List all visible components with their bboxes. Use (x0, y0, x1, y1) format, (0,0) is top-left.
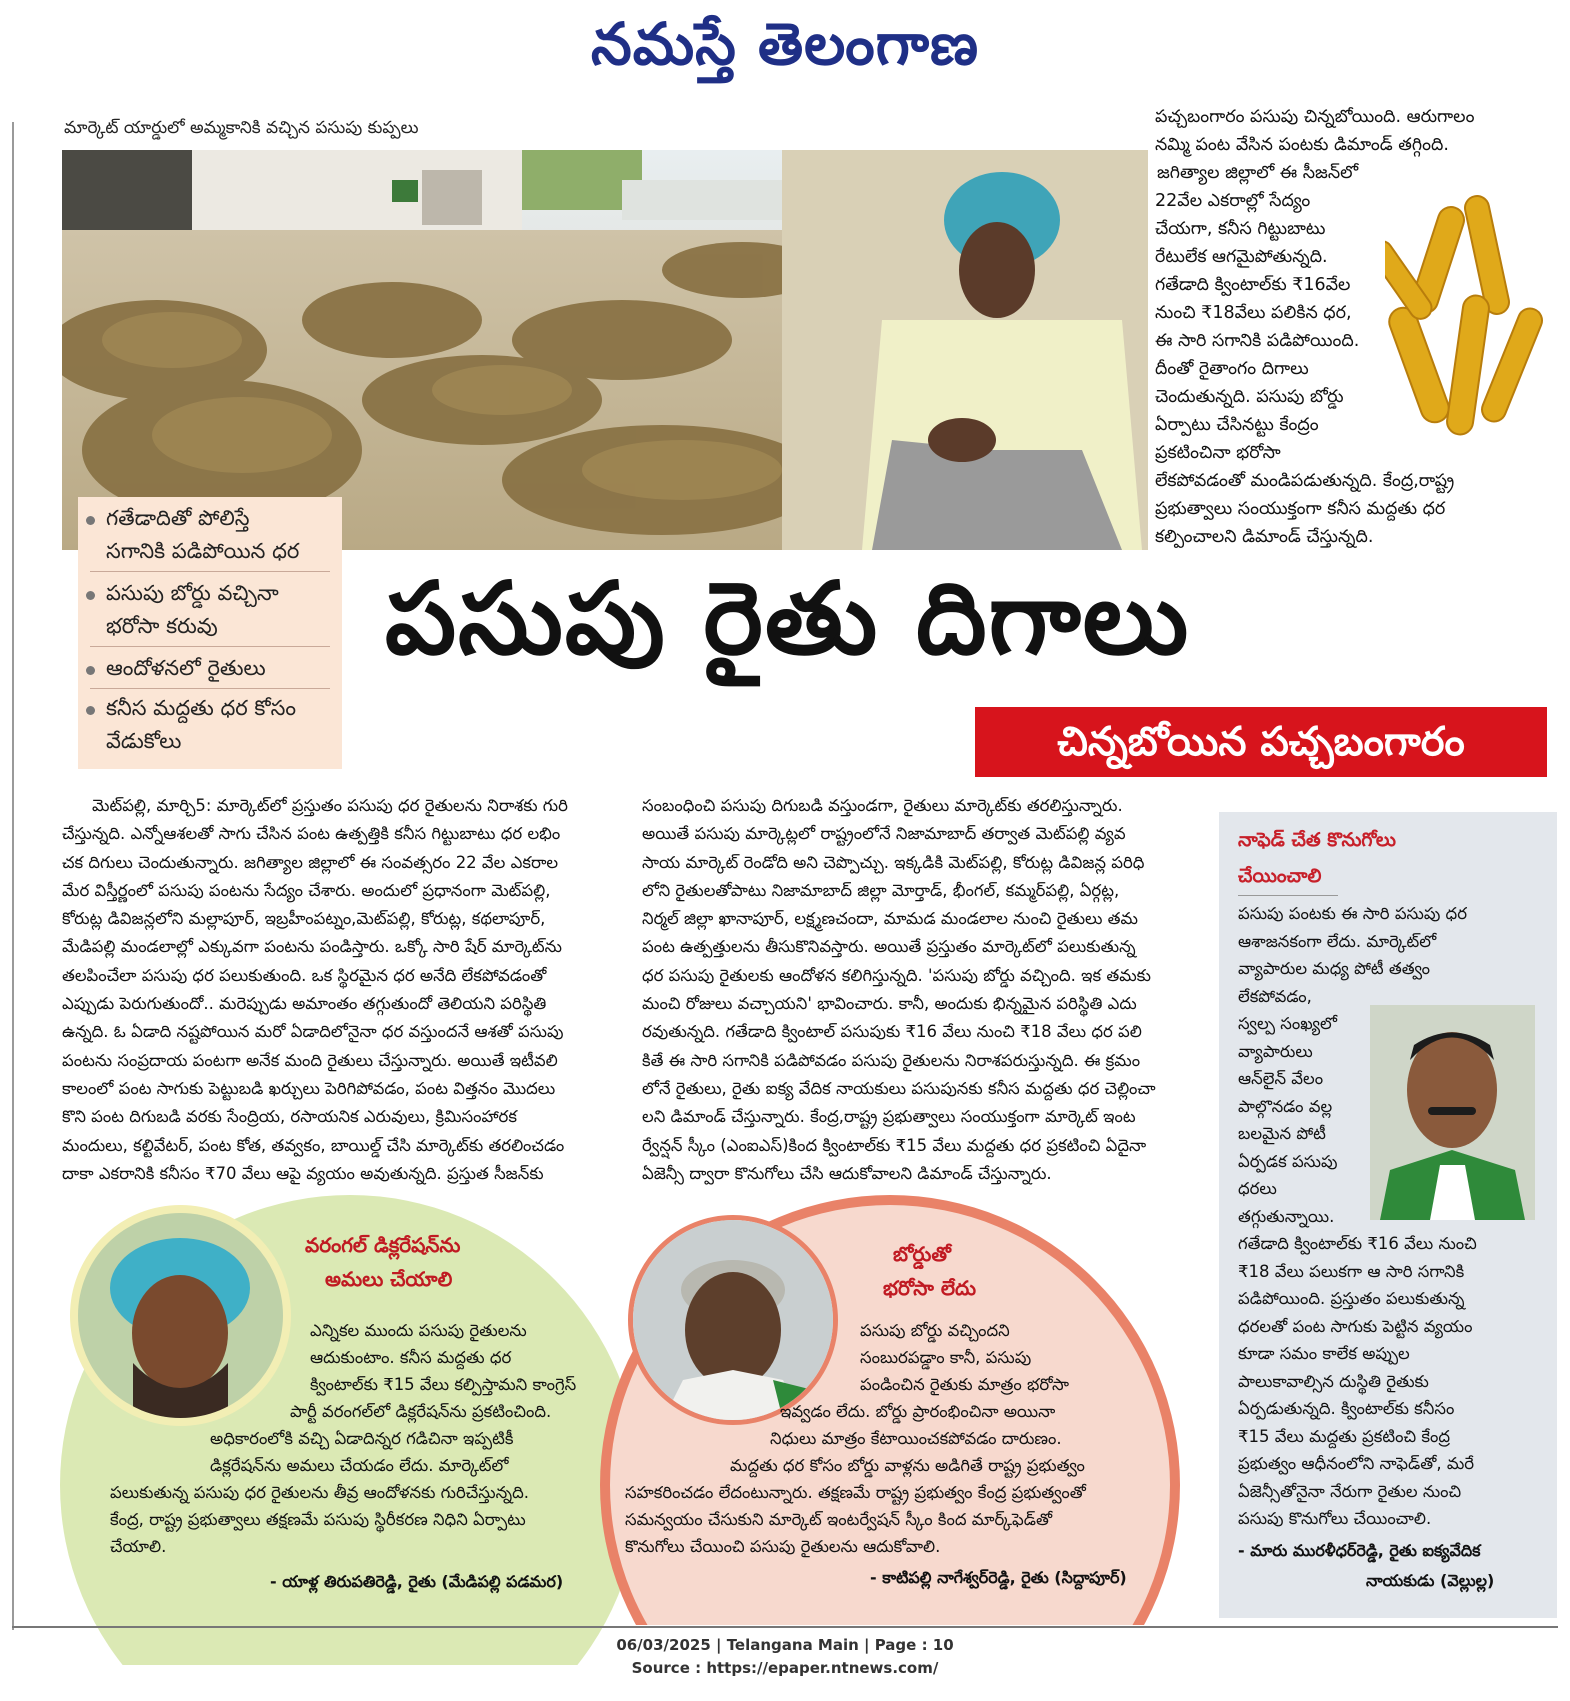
sidebar-line: ధరలు (1238, 1179, 1277, 1198)
highlight-item: కనీస మద్దతు ధర కోసం వేడుకోలు (106, 696, 296, 753)
highlight-item: పసుపు బోర్డు వచ్చినా భరోసా కరువు (106, 581, 279, 638)
sidebar-line: పాల్గొనడం వల్ల (1238, 1096, 1333, 1116)
highlight-divider (90, 571, 330, 572)
sidebar-line: లేకపోవడం, (1238, 986, 1312, 1006)
body-line: మంచి రోజులు వచ్చాయని' భావించారు. కానీ, అందుకు భిన్నమైన పరిస్థితి ఎదు (642, 994, 1137, 1014)
sidebar-line: ధరలతో పంట సాగుకు పెట్టిన వ్యయం (1238, 1316, 1473, 1336)
subheadline-banner (975, 707, 1547, 777)
sidebar-line: పాలుకావాల్సిన దుస్థితి రైతుకు (1238, 1371, 1429, 1391)
body-line: ఉన్నది. ఓ ఏడాది నష్టపోయిన మరో ఏడాదిలోనైనా ధర వస్తుందనే ఆశతో పసుపు (62, 1022, 564, 1042)
sidebar-line: గతేడాది క్వింటాల్‌కు ₹16 వేలు నుంచి (1238, 1234, 1477, 1253)
quote-line: పసుపు బోర్డు వచ్చిందని (860, 1321, 1010, 1340)
sidebar-line: ఆన్‌లైన్ వేలం (1238, 1069, 1324, 1088)
sidebar-divider (1238, 895, 1338, 896)
quote-left-signature: - యాళ్ల తిరుపతిరెడ్డి, రైతు (మేడిపల్లి పడమర) (270, 1572, 564, 1591)
quote-line: డిక్లరేషన్‌ను అమలు చేయడం లేదు. మార్కెట్‌లో (210, 1456, 509, 1475)
body-line: లోనే రైతులు, రైతు ఐక్య వేదిక నాయకులు పసుపునకు కనీస మద్దతు ధర చెల్లించా (642, 1078, 1156, 1098)
quote-right-signature: - కాటిపల్లి నాగేశ్వర్‌రెడ్డి, రైతు (సిద్దాపూర్) (870, 1568, 1127, 1587)
quote-line: సంబురపడ్డాం కానీ, పసుపు (860, 1348, 1032, 1367)
intro-line: లేకపోవడంతో మండిపడుతున్నది. కేంద్ర,రాష్ట్ర (1155, 471, 1455, 491)
sidebar-line: ప్రభుత్వం ఆధీనంలోని నాఫెడ్‌తో, మరే (1238, 1454, 1475, 1473)
body-line: మేడిపల్లి మండలాల్లో ఎక్కువగా పంటను పండిస్తారు. ఒక్కో సారి షేర్ మార్కెట్‌ను (62, 937, 562, 957)
body-line: కితే ఈ సారి సగానికి పడిపోవడం పసుపు రైతులను నిరాశపరుస్తున్నది. ఈ క్రమం (642, 1050, 1141, 1070)
sidebar-line: బలమైన పోటీ (1238, 1124, 1326, 1143)
body-line: మందులు, కల్టివేటర్, పంట కోత, తవ్వకం, బాయిల్డ్ చేసి మార్కెట్‌కు తరలించడం (62, 1135, 565, 1155)
quote-line: ఆదుకుంటాం. కనీస మద్దతు ధర (310, 1348, 512, 1367)
body-line: రవుతున్నది. గతేడాది క్వింటాల్ పసుపుకు ₹16 వేలు నుంచి ₹18 వేలు ధర పలి (642, 1022, 1142, 1042)
intro-line: చెందుతున్నది. పసుపు బోర్డు (1155, 387, 1344, 407)
quote-right-body (625, 1317, 1086, 1560)
quote-line: క్వింటాల్‌కు ₹15 వేలు కల్పిస్తామని కాంగ్రెస్ (310, 1375, 577, 1394)
sidebar-line: ₹18 వేలు పలుకగా ఆ సారి సగానికి (1238, 1261, 1465, 1281)
sidebar-portrait (1370, 1005, 1535, 1220)
bullet-icon (86, 666, 95, 675)
body-line: సాయ మార్కెట్ రెండోది అని చెప్పొచ్చు. ఇక్కడికి మెట్‌పల్లి, కోరుట్ల డివిజన్ల పరిధి (642, 852, 1145, 872)
hero-photo (62, 150, 1148, 550)
bullet-icon (86, 591, 95, 600)
sidebar-line: కూడా సమం కాలేక అప్పుల (1238, 1344, 1410, 1363)
intro-line: గతేడాది క్వింటాల్‌కు ₹16వేల (1155, 275, 1351, 295)
intro-line: జగిత్యాల జిల్లాలో ఈ సీజన్‌లో (1157, 163, 1359, 183)
sidebar-line: ఆశాజనకంగా లేదు. మార్కెట్‌లో (1238, 931, 1437, 951)
quote-line: చేయాలి. (110, 1537, 167, 1556)
footer-source-link[interactable]: Source : https://epaper.ntnews.com/ (631, 1659, 939, 1677)
intro-line: రేటులేక ఆగమైపోతున్నది. (1155, 247, 1328, 267)
headline: పసుపు రైతు దిగాలు (385, 560, 1191, 677)
body-line: మెట్‌పల్లి, మార్చి5: మార్కెట్‌లో ప్రస్తుతం పసుపు ధర రైతులను నిరాశకు గురి (92, 796, 568, 815)
body-line: లని డిమాండ్ చేస్తున్నారు. కేంద్ర,రాష్ట్ర ప్రభుత్వాలు సంయుక్తంగా మార్కెట్ ఇంట (642, 1107, 1136, 1127)
body-line: తలపించేలా పసుపు ధర పలుకుతుంది. ఒక స్థిరమైన ధర అనేది లేకపోవడంతో (62, 965, 547, 985)
sidebar-line: ఏర్పడక పసుపు (1238, 1151, 1338, 1171)
intro-line: 22వేల ఎకరాల్లో సేద్యం (1155, 191, 1311, 211)
quote-left-body (110, 1317, 576, 1560)
photo-caption: మార్కెట్ యార్డులో అమ్మకానికి వచ్చిన పసుపు కుప్పలు (64, 118, 419, 138)
sidebar-line: పడిపోయింది. ప్రస్తుతం పలుకుతున్న (1238, 1289, 1465, 1308)
quote-line: మద్దతు ధర కోసం బోర్డు వాళ్లను అడిగితే రాష్ట్ర ప్రభుత్వం (730, 1456, 1085, 1475)
sidebar-line: స్వల్ప సంఖ్యలో (1238, 1014, 1338, 1033)
body-line: ర్వేన్షన్ స్కీం (ఎంఐఎస్)కింద క్వింటాల్‌కు ₹15 వేలు మద్దతు ధర ప్రకటించి ఏదైనా (642, 1135, 1147, 1155)
sidebar-line: ₹15 వేలు మద్దతు ప్రకటించి కేంద్ర (1238, 1426, 1450, 1446)
quote-right-title: బోర్డుతో భరోసా లేదు (883, 1242, 977, 1300)
quote-line: పండించిన రైతుకు మాత్రం భరోసా (860, 1375, 1069, 1394)
highlight-item: గతేడాదితో పోలిస్తే సగానికి పడిపోయిన ధర (106, 506, 300, 563)
body-line: ఎప్పుడు పెరుగుతుందో.. మరెప్పుడు అమాంతం తగ్గుతుందో తెలియని పరిస్థితి (62, 994, 547, 1014)
quote-line: అధికారంలోకి వచ్చి ఏడాదిన్నర గడిచినా ఇప్పటికీ (210, 1429, 514, 1448)
body-column-1 (62, 792, 568, 1188)
intro-line: పచ్చబంగారం పసుపు చిన్నబోయింది. ఆరుగాలం (1155, 107, 1475, 127)
quote-line: సమన్వయం చేసుకుని మార్కెట్ ఇంటర్వేషన్ స్కీం కింద మార్క్‌ఫెడ్‌తో (625, 1510, 1053, 1529)
quote-line: ఎన్నికల ముందు పసుపు రైతులను (310, 1321, 527, 1340)
bullet-icon (86, 706, 95, 715)
intro-line: చేయగా, కనీస గిట్టుబాటు (1155, 219, 1326, 239)
body-line: ధర పసుపు రైతులకు ఆందోళన కలిగిస్తున్నది. 'పసుపు బోర్డు వచ్చింది. ఇక తమకు (642, 965, 1151, 985)
highlight-divider (90, 646, 330, 647)
sidebar-line: ఏర్పడుతున్నది. క్వింటాల్‌కు కనీసం (1238, 1399, 1455, 1418)
body-line: దాకా ఎకరానికి కనీసం ₹70 వేలు ఆపై వ్యయం అవుతున్నది. ప్రస్తుత సీజన్‌కు (62, 1163, 544, 1183)
footer-edition-info: 06/03/2025 | Telangana Main | Page : 10 (616, 1636, 954, 1654)
intro-line: ప్రభుత్వాలు సంయుక్తంగా కనీస మద్దతు ధర (1155, 499, 1446, 519)
intro-line: కల్పించాలని డిమాండ్ చేస్తున్నది. (1155, 527, 1374, 547)
intro-line: ఏర్పాటు చేసినట్టు కేంద్రం (1155, 415, 1319, 435)
quote-line: పార్టీ వరంగల్‌లో డిక్లరేషన్‌ను ప్రకటించింది. (290, 1402, 552, 1421)
body-line: నిర్మల్ జిల్లా ఖానాపూర్, లక్ష్మణచందా, మామడ మండలాల నుంచి రైతులు తమ (642, 909, 1138, 929)
body-line: చేస్తున్నది. ఎన్నోఆశలతో సాగు చేసిన పంట ఉత్పత్తికి కనీస గిట్టుబాటు ధర లభిం (62, 824, 561, 844)
quote-line: ఇవ్వడం లేదు. బోర్డు ప్రారంభించినా అయినా (780, 1402, 1056, 1421)
sidebar-line: ఏజెన్సీతోనైనా నేరుగా రైతుల నుంచి (1238, 1481, 1462, 1501)
body-line: పంటను సంప్రదాయ పంటగా అనేక మంది రైతులు చేస్తున్నారు. అయితే ఇటీవలి (62, 1050, 558, 1070)
sidebar-line: తగ్గుతున్నాయి. (1238, 1206, 1335, 1226)
body-line: కాలంలో పంట సాగుకు పెట్టుబడి ఖర్చులు పెరిగిపోవడం, పంట విత్తనం మొదలు (62, 1078, 556, 1098)
bullet-icon (86, 516, 95, 525)
intro-line: నమ్మి పంట వేసిన పంటకు డిమాండ్ తగ్గింది. (1155, 135, 1449, 155)
page-bottom-rule (12, 1626, 1558, 1628)
highlights-box (78, 497, 342, 769)
sidebar-line: వ్యాపారులు (1238, 1041, 1313, 1061)
masthead-logo: నమస్తే తెలంగాణ (591, 10, 979, 78)
turmeric-image (1385, 195, 1550, 460)
intro-line: నుంచి ₹18వేలు పలికిన ధర, (1155, 303, 1352, 323)
highlight-divider (90, 688, 330, 689)
body-line: కొని పంట దిగుబడి వరకు సేంద్రియ, రసాయనిక ఎరువులు, క్రిమిసంహారక (62, 1107, 517, 1127)
body-line: సంబంధించి పసుపు దిగుబడి వస్తుండగా, రైతులు మార్కెట్‌కు తరలిస్తున్నారు. (642, 796, 1123, 815)
sidebar-signature: - మారు మురళీధర్‌రెడ్డి, రైతు ఐక్యవేదిక నాయకుడు (వెల్లుల్ల) (1238, 1541, 1495, 1590)
body-line: కోరుట్ల డివిజన్లలోని మల్లాపూర్, ఇబ్రహీంపట్నం,మెట్‌పల్లి, కోరుట్ల, కథలాపూర్, (62, 909, 546, 929)
sidebar-line: పసుపు కొనుగోలు చేయించాలి. (1238, 1509, 1432, 1528)
sidebar-line: పసుపు పంటకు ఈ సారి పసుపు ధర (1238, 904, 1467, 923)
body-line: మేర విస్తీర్ణంలో పసుపు పంటను సేద్యం చేశారు. అందులో ప్రధానంగా మెట్‌పల్లి, (62, 880, 551, 900)
sidebar-line: వ్యాపారుల మధ్య పోటీ తత్వం (1238, 959, 1431, 978)
sidebar-title: నాఫెడ్ చేత కొనుగోలు చేయించాలి (1238, 829, 1396, 887)
body-line: ఏజెన్సీ ద్వారా కొనుగోలు చేసి ఆదుకోవాలని డిమాండ్ చేస్తున్నారు. (642, 1163, 1052, 1183)
quote-line: కొనుగోలు చేయించి పసుపు రైతులను ఆదుకోవాలి. (625, 1537, 941, 1556)
body-line: అయితే పసుపు మార్కెట్లలో రాష్ట్రంలోనే నిజామాబాద్ తర్వాత మెట్‌పల్లి వ్యవ (642, 824, 1126, 844)
quote-line: కేంద్ర, రాష్ట్ర ప్రభుత్వాలు తక్షణమే పసుపు స్థిరీకరణ నిధిని ఏర్పాటు (110, 1510, 526, 1529)
market-yard-illustration (62, 150, 1148, 550)
body-line: లోని రైతులతోపాటు నిజామాబాద్ జిల్లా మోర్తాడ్, భీంగల్, కమ్మర్‌పల్లి, ఏర్గట్ల, (642, 880, 1120, 900)
quote-line: సహకరించడం లేదంటున్నారు. తక్షణమే రాష్ట్ర ప్రభుత్వం కేంద్ర ప్రభుత్వంతో (625, 1483, 1086, 1502)
body-line: చక దిగులు చెందుతున్నారు. జగిత్యాల జిల్లాలో ఈ సంవత్సరం 22 వేల ఎకరాల (62, 852, 559, 872)
intro-line: ఈ సారి సగానికి పడిపోయింది. (1155, 331, 1360, 351)
intro-line: ప్రకటించినా భరోసా (1155, 443, 1281, 463)
subheadline: చిన్నబోయిన పచ్చబంగారం (1057, 719, 1465, 765)
page-left-rule (12, 122, 14, 1630)
body-column-2 (642, 792, 1156, 1188)
quote-line: పలుకుతున్న పసుపు ధర రైతులను తీవ్ర ఆందోళనకు గురిచేస్తున్నది. (110, 1483, 529, 1502)
quote-line: నిధులు మాత్రం కేటాయించకపోవడం దారుణం. (770, 1429, 1062, 1448)
intro-line: దీంతో రైతాంగం దిగాలు (1155, 359, 1309, 379)
highlight-item: ఆందోళనలో రైతులు (106, 656, 266, 680)
body-line: పంట ఉత్పత్తులను తీసుకొనివస్తారు. అయితే ప్రస్తుతం మార్కెట్‌లో పలుకుతున్న (642, 937, 1136, 957)
quote-left-title: వరంగల్ డిక్లరేషన్‌ను అమలు చేయాలి (305, 1233, 461, 1291)
